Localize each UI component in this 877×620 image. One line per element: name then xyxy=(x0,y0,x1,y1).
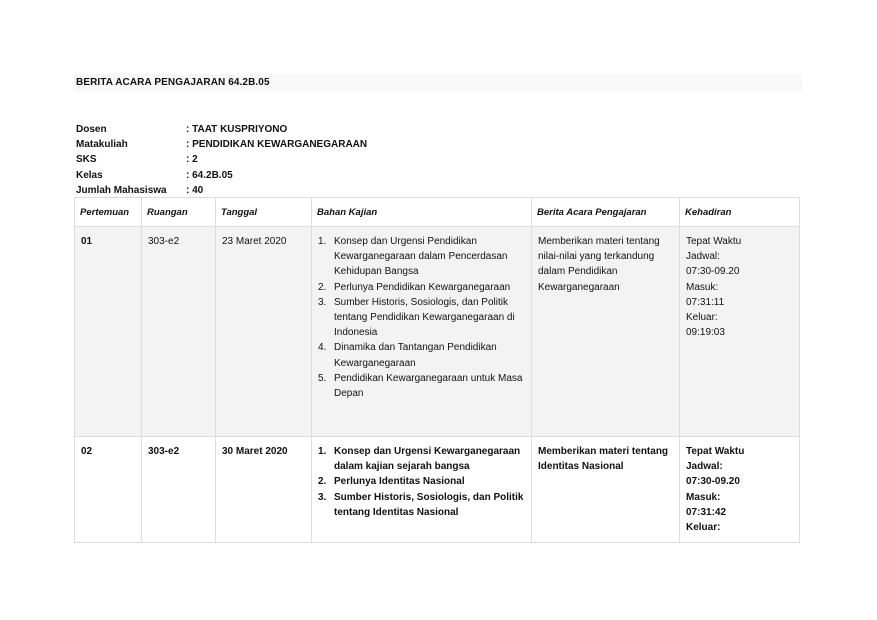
cell-tanggal: 23 Maret 2020 xyxy=(216,227,312,437)
list-number: 2. xyxy=(318,476,327,488)
col-header-tanggal: Tanggal xyxy=(216,198,312,227)
list-item xyxy=(318,340,525,370)
list-number: 2. xyxy=(318,281,327,293)
cell-ruangan: 303-e2 xyxy=(142,437,216,543)
kehadiran-line: Keluar: xyxy=(686,522,721,534)
cell-kehadiran xyxy=(680,437,800,543)
list-number: 4. xyxy=(318,342,327,354)
cell-bahan-kajian xyxy=(312,437,532,543)
cell-tanggal: 30 Maret 2020 xyxy=(216,437,312,543)
info-label: Kelas xyxy=(76,169,103,181)
col-header-bahan-kajian: Bahan Kajian xyxy=(312,198,532,227)
kehadiran-line: Jadwal: xyxy=(686,251,720,263)
list-item xyxy=(318,444,525,474)
info-value: : 64.2B.05 xyxy=(186,169,233,181)
page-title: BERITA ACARA PENGAJARAN 64.2B.05 xyxy=(76,77,270,88)
info-label: Matakuliah xyxy=(76,139,128,151)
cell-pertemuan: 01 xyxy=(75,227,142,437)
list-number: 3. xyxy=(318,491,327,503)
kehadiran-line: 07:31:11 xyxy=(686,296,725,308)
info-value: : TAAT KUSPRIYONO xyxy=(186,124,288,135)
list-item xyxy=(318,295,525,341)
info-value: : PENDIDIKAN KEWARGANEGARAAN xyxy=(186,139,368,151)
list-text: Pendidikan Kewarganegaraan untuk Masa Depan xyxy=(334,372,523,400)
list-number: 3. xyxy=(318,296,327,308)
col-header-kehadiran: Kehadiran xyxy=(680,198,800,227)
cell-pertemuan: 02 xyxy=(75,437,142,543)
kehadiran-line: Jadwal: xyxy=(686,461,723,473)
list-item xyxy=(318,474,525,489)
list-number: 5. xyxy=(318,372,327,384)
table-row xyxy=(75,437,800,543)
list-number: 1. xyxy=(318,236,327,247)
info-value: : 2 xyxy=(186,154,198,166)
list-item xyxy=(318,234,525,280)
col-header-pertemuan: Pertemuan xyxy=(75,198,142,227)
bahan-list xyxy=(318,234,525,401)
cell-ruangan: 303-e2 xyxy=(142,227,216,437)
kehadiran-line: 07:30-09.20 xyxy=(686,476,740,488)
list-text: Konsep dan Urgensi Kewarganegaraan dalam kajian sejarah bangsa xyxy=(334,446,521,473)
list-text: Perlunya Pendidikan Kewarganegaraan xyxy=(334,281,511,293)
cell-berita-acara: Memberikan materi tentang nilai-nilai yang terkandung dalam Pendidikan Kewarganegaraan xyxy=(532,227,680,437)
attendance-table xyxy=(74,197,800,543)
kehadiran-line: Masuk: xyxy=(686,281,719,293)
kehadiran-status: Tepat Waktu xyxy=(686,446,745,457)
list-number: 1. xyxy=(318,446,327,457)
kehadiran-line: 09:19:03 xyxy=(686,327,725,339)
info-value: : 40 xyxy=(186,184,204,196)
list-item xyxy=(318,490,525,520)
list-text: Perlunya Identitas Nasional xyxy=(334,476,465,488)
list-text: Sumber Historis, Sosiologis, dan Politik tentang Identitas Nasional xyxy=(334,491,524,518)
cell-bahan-kajian xyxy=(312,227,532,437)
col-header-berita-acara: Berita Acara Pengajaran xyxy=(532,198,680,227)
kehadiran-status: Tepat Waktu xyxy=(686,236,742,247)
kehadiran-line: 07:31:42 xyxy=(686,506,727,518)
info-label: Dosen xyxy=(76,124,107,135)
cell-kehadiran xyxy=(680,227,800,437)
col-header-ruangan: Ruangan xyxy=(142,198,216,227)
list-text: Dinamika dan Tantangan Pendidikan Kewarganegaraan xyxy=(334,342,497,369)
table-row xyxy=(75,227,800,437)
kehadiran-line: Keluar: xyxy=(686,312,718,324)
list-item xyxy=(318,371,525,401)
table-header-row xyxy=(75,198,800,227)
list-text: Konsep dan Urgensi Pendidikan Kewarganegaraan dalam Pencerdasan Kehidupan Bangsa xyxy=(334,236,508,278)
kehadiran-line: 07:30-09.20 xyxy=(686,266,740,278)
cell-berita-acara: Memberikan materi tentang Identitas Nasional xyxy=(532,437,680,543)
bahan-list xyxy=(318,444,525,520)
list-item xyxy=(318,280,525,295)
list-text: Sumber Historis, Sosiologis, dan Politik tentang Pendidikan Kewarganegaraan di Indonesia xyxy=(334,296,515,339)
info-label: Jumlah Mahasiswa xyxy=(76,184,167,196)
info-label: SKS xyxy=(76,154,97,166)
kehadiran-line: Masuk: xyxy=(686,491,721,503)
